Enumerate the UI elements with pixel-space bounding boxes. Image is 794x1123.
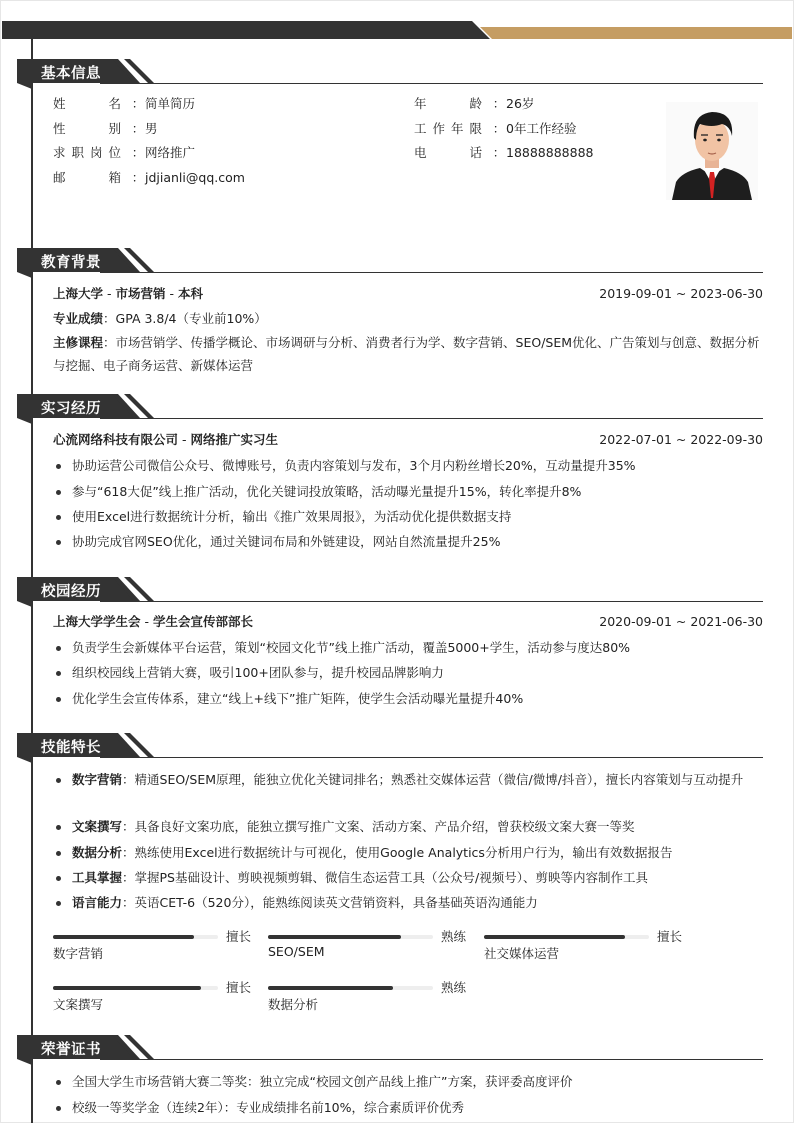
divider	[100, 601, 763, 602]
divider	[100, 83, 763, 84]
section-title: 基本信息	[41, 66, 101, 82]
skill-name: 数据分析	[268, 997, 319, 1012]
campus-header: 上海大学学生会 - 学生会宣传部部长 2020-09-01 ~ 2021-06-30	[53, 612, 763, 632]
internship-date: 2022-07-01 ~ 2022-09-30	[599, 432, 763, 447]
skill-track	[268, 935, 433, 939]
info-experience-years: 工作年限 ：0年工作经验	[414, 121, 577, 136]
info-email: 邮箱 ：jdjianli@qq.com	[53, 168, 245, 188]
skill-fill	[268, 935, 401, 939]
skill-fill	[484, 935, 625, 939]
header-banner-gold	[480, 27, 792, 39]
list-item: 负责学生会新媒体平台运营，策划“校园文化节”线上推广活动，覆盖5000+学生，活动参与度达80%	[53, 638, 769, 658]
campus-date: 2020-09-01 ~ 2021-06-30	[599, 614, 763, 629]
list-item: 参与“618大促”线上推广活动，优化关键词投放策略，活动曝光量提升15%，转化率提升8%	[53, 482, 769, 502]
skill-name: 数字营销	[53, 946, 104, 961]
skill-bar	[53, 981, 253, 1021]
info-age: 年龄 ：26岁	[414, 96, 535, 111]
section-title: 荣誉证书	[41, 1042, 101, 1058]
skill-level: 擅长	[226, 980, 252, 995]
skill-level: 熟练	[441, 929, 467, 944]
info-name: 姓名 ：简单简历	[53, 96, 196, 111]
degree: 本科	[177, 286, 203, 301]
section-skills	[0, 733, 794, 759]
section-title: 实习经历	[41, 401, 101, 417]
organization-name: 上海大学学生会	[53, 614, 141, 629]
skill-track	[53, 986, 218, 990]
info-gender: 性别 ：男	[53, 121, 158, 136]
list-item: 协助运营公司微信公众号、微博账号，负责内容策划与发布，3个月内粉丝增长20%，互动量提升35%	[53, 456, 769, 476]
header-banner-dark	[2, 21, 490, 39]
section-header	[0, 1035, 794, 1061]
skill-level: 擅长	[657, 929, 683, 944]
skill-item: 工具掌握：掌握PS基础设计、剪映视频剪辑、微信生态运营工具（公众号/视频号）、剪映等内容制作工具	[53, 868, 769, 888]
skill-track	[53, 935, 218, 939]
section-header	[0, 59, 794, 85]
info-position: 求职岗位 ：网络推广	[53, 145, 196, 160]
skill-level: 熟练	[441, 980, 467, 995]
section-internship	[0, 394, 794, 420]
section-header	[0, 394, 794, 420]
skill-fill	[53, 935, 194, 939]
list-item: 全国大学生市场营销大赛二等奖：独立完成“校园文创产品线上推广”方案，获评委高度评价	[53, 1072, 769, 1092]
skill-item: 文案撰写：具备良好文案功底，能独立撰写推广文案、活动方案、产品介绍，曾获校级文案大赛一等奖	[53, 817, 769, 837]
skill-item: 数字营销：精通SEO/SEM原理，能独立优化关键词排名；熟悉社交媒体运营（微信/微博/抖音），擅长内容策划与互动提升	[53, 770, 769, 790]
skill-bar	[268, 930, 468, 970]
skill-bar	[268, 981, 468, 1021]
list-item: 使用Excel进行数据统计分析，输出《推广效果周报》，为活动优化提供数据支持	[53, 507, 769, 527]
internship-header: 心流网络科技有限公司 - 网络推广实习生 2022-07-01 ~ 2022-09-30	[53, 430, 763, 450]
avatar	[666, 102, 758, 200]
skill-level: 擅长	[226, 929, 252, 944]
skill-fill	[53, 986, 201, 990]
list-item: 优化学生会宣传体系，建立“线上+线下”推广矩阵，使学生会活动曝光量提升40%	[53, 689, 769, 709]
section-campus	[0, 577, 794, 603]
section-header	[0, 248, 794, 274]
skill-name: 社交媒体运营	[484, 946, 560, 961]
section-header	[0, 577, 794, 603]
major: 市场营销	[115, 286, 166, 301]
divider	[100, 1059, 763, 1060]
education-date: 2019-09-01 ~ 2023-06-30	[599, 286, 763, 301]
education-header: 上海大学 - 市场营销 - 本科 2019-09-01 ~ 2023-06-30	[53, 284, 763, 304]
section-basic-info	[0, 59, 794, 85]
divider	[100, 418, 763, 419]
skill-name: 文案撰写	[53, 997, 104, 1012]
section-header	[0, 733, 794, 759]
section-title: 教育背景	[41, 255, 101, 271]
section-title: 技能特长	[41, 740, 101, 756]
skill-track	[268, 986, 433, 990]
info-phone: 电话 ：18888888888	[414, 145, 594, 160]
skill-track	[484, 935, 649, 939]
skill-item: 数据分析：熟练使用Excel进行数据统计与可视化，使用Google Analytics分析用户行为，输出有效数据报告	[53, 843, 769, 863]
job-role: 网络推广实习生	[190, 432, 278, 447]
divider	[100, 757, 763, 758]
section-title: 校园经历	[41, 584, 101, 600]
avatar-portrait-icon	[666, 102, 758, 200]
section-honors	[0, 1035, 794, 1061]
skill-bar	[53, 930, 253, 970]
list-item: 协助完成官网SEO优化，通过关键词布局和外链建设，网站自然流量提升25%	[53, 532, 769, 552]
skill-name: SEO/SEM	[268, 944, 325, 959]
email-link[interactable]: jdjianli@qq.com	[145, 170, 245, 185]
skill-item: 语言能力：英语CET-6（520分），能熟练阅读英文营销资料，具备基础英语沟通能力	[53, 893, 769, 913]
education-gpa: 专业成绩：GPA 3.8/4（专业前10%）	[53, 311, 267, 326]
school-name: 上海大学	[53, 286, 104, 301]
list-item: 校级一等奖学金（连续2年）：专业成绩排名前10%，综合素质评价优秀	[53, 1098, 769, 1118]
skill-fill	[268, 986, 393, 990]
skill-bar	[484, 930, 684, 970]
list-item: 组织校园线上营销大赛，吸引100+团队参与，提升校园品牌影响力	[53, 663, 769, 683]
company-name: 心流网络科技有限公司	[53, 432, 179, 447]
campus-role: 学生会宣传部部长	[152, 614, 253, 629]
education-courses: 主修课程：市场营销学、传播学概论、市场调研与分析、消费者行为学、数字营销、SEO/SEM优化、广告策划与创意、数据分析与挖掘、电子商务运营、新媒体运营	[53, 335, 760, 373]
divider	[100, 272, 763, 273]
section-education	[0, 248, 794, 274]
